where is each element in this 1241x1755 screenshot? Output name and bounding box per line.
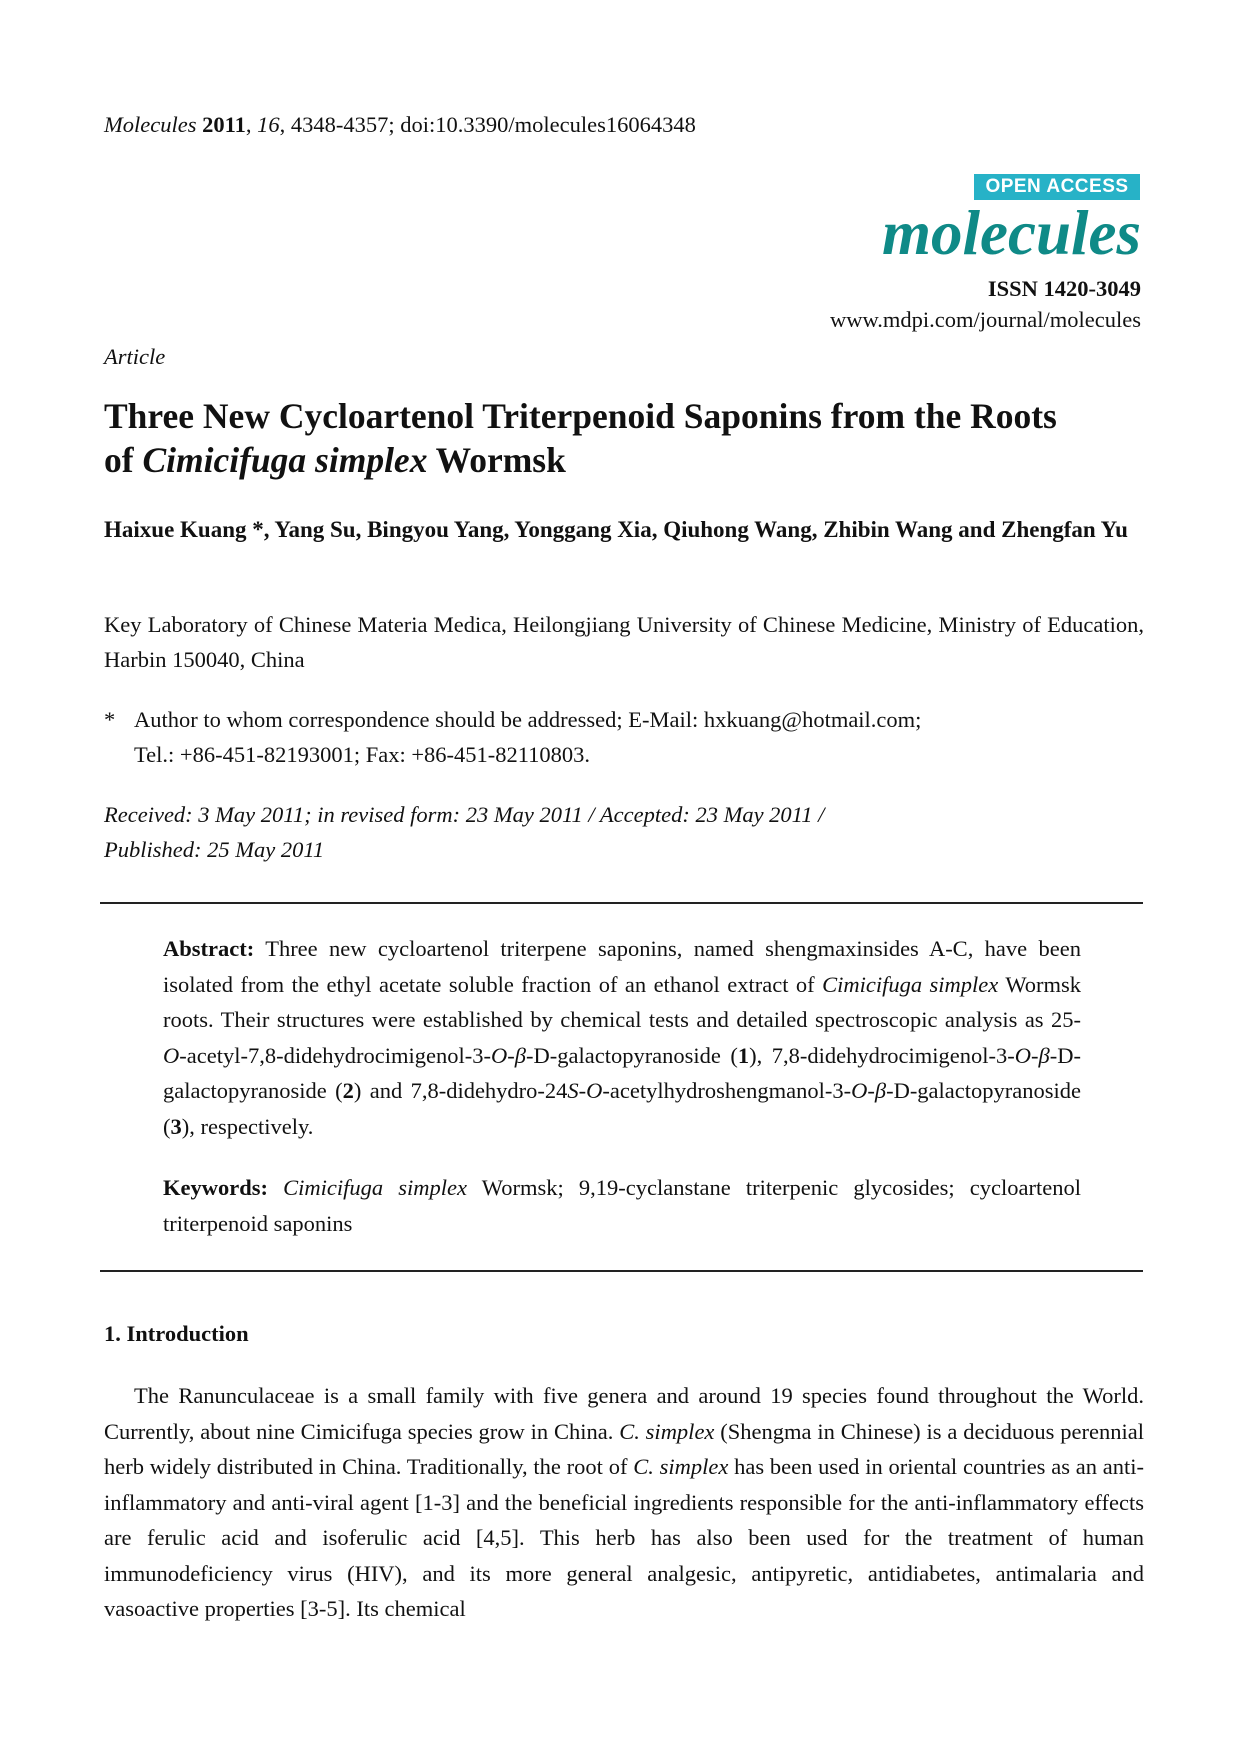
title-of: of <box>104 440 143 480</box>
abstract-text: -galactopyranoside ( <box>549 1042 738 1068</box>
abstract-species: Cimicifuga simplex <box>822 971 999 997</box>
abstract-italic: O <box>491 1042 508 1068</box>
abstract-text: Three new cycloartenol triterpene saponins, named shengmaxinsides A-C, have been isolated from the ethyl acetate soluble fraction of an ethanol extract of <box>163 936 1081 997</box>
abstract-italic: S <box>567 1078 579 1103</box>
open-access-badge: OPEN ACCESS <box>974 174 1140 200</box>
abstract-italic: β <box>1038 1042 1050 1068</box>
compound-number: 1 <box>737 1042 750 1068</box>
abstract-text: - <box>886 1078 894 1103</box>
abstract-italic: O <box>1014 1042 1032 1068</box>
year: 2011 <box>202 112 246 137</box>
correspondence-phone: Tel.: +86-451-82193001; Fax: +86-451-82110803. <box>134 742 591 767</box>
paper-title <box>104 394 1144 482</box>
intro-text: has been used in oriental countries as an anti-inflammatory and anti-viral agent [1-3] and the beneficial ingredients responsible for the anti-inflammatory effects are ferulic acid and isoferulic acid [4,5]. This herb has also been used for the treatment of human immunodeficiency virus (HIV), and its more general analgesic, antipyretic, antidiabetes, antimalaria and vasoactive properties [3-5]. Its chemical <box>104 1454 1144 1621</box>
abstract-text: ), 7,8-didehydrocimigenol-3- <box>749 1042 1015 1068</box>
abstract-text: - <box>1031 1042 1039 1068</box>
abstract-text: -galactopyranoside ( <box>163 1042 1081 1103</box>
abstract-italic: O <box>163 1042 180 1068</box>
abstract-italic: O <box>586 1078 603 1103</box>
abstract-text: - <box>525 1042 534 1068</box>
abstract-italic: β <box>874 1078 887 1103</box>
correspondence <box>134 702 1144 772</box>
abstract-text: -galactopyranoside ( <box>163 1078 1081 1139</box>
compound-number: 2 <box>342 1078 354 1103</box>
author-list: Haixue Kuang *, Yang Su, Bingyou Yang, Yonggang Xia, Qiuhong Wang, Zhibin Wang and Zhengfan Yu <box>104 517 1128 542</box>
keywords-species: Cimicifuga simplex <box>283 1175 468 1200</box>
intro-text: The Ranunculaceae is a small family with five genera and around 19 species found throughout the World. Currently, about nine Cimicifuga species grow in China. <box>104 1383 1144 1444</box>
pages-doi: , 4348-4357; doi:10.3390/molecules16064348 <box>279 112 696 137</box>
intro-species: C. simplex <box>619 1418 715 1444</box>
title-species: Cimicifuga simplex <box>142 440 428 480</box>
compound-number: 3 <box>170 1113 182 1139</box>
affiliation: Key Laboratory of Chinese Materia Medica, Heilongjiang University of Chinese Medicine, Ministry of Education, Harbin 150040, China <box>104 612 1144 672</box>
publication-dates <box>104 797 1144 867</box>
keywords <box>163 1170 1081 1241</box>
abstract-text: ) and 7,8-didehydro-24 <box>353 1078 568 1103</box>
correspondence-marker: * <box>104 707 116 732</box>
abstract-text: -acetyl-7,8-didehydrocimigenol-3- <box>179 1042 492 1068</box>
abstract-text: - <box>1049 1042 1058 1068</box>
intro-species: C. simplex <box>633 1454 729 1479</box>
abstract-smallcaps: D <box>533 1042 550 1068</box>
abstract-smallcaps: D <box>1057 1042 1074 1068</box>
abstract-label: Abstract: <box>163 936 255 961</box>
intro-text: (Shengma in Chinese) is a deciduous perennial herb widely distributed in China. Traditionally, the root of <box>104 1418 1144 1479</box>
divider-top <box>100 902 1143 904</box>
keywords-label: Keywords: <box>163 1175 268 1200</box>
volume: 16 <box>257 112 280 137</box>
abstract-text: - <box>867 1078 875 1103</box>
abstract <box>163 931 1081 1144</box>
abstract-smallcaps: D <box>893 1078 910 1103</box>
abstract-text: - <box>578 1078 587 1103</box>
title-line-1: Three New Cycloartenol Triterpenoid Saponins from the Roots <box>104 396 1057 436</box>
title-suffix: Wormsk <box>427 440 566 480</box>
abstract-text: Wormsk roots. Their structures were established by chemical tests and detailed spectroscopic analysis as 25- <box>163 971 1082 1032</box>
correspondence-email: Author to whom correspondence should be addressed; E-Mail: hxkuang@hotmail.com; <box>134 707 922 732</box>
abstract-text: ), respectively. <box>181 1113 314 1139</box>
abstract-text: -acetylhydroshengmanol-3- <box>602 1078 852 1103</box>
journal-url: www.mdpi.com/journal/molecules <box>830 307 1141 332</box>
section-heading-introduction: 1. Introduction <box>104 1321 249 1346</box>
article-type: Article <box>104 344 166 369</box>
journal-logo: molecules <box>882 198 1141 268</box>
dates-received: Received: 3 May 2011; in revised form: 23 May 2011 / Accepted: 23 May 2011 / <box>104 802 825 827</box>
abstract-text: - <box>507 1042 515 1068</box>
issn: ISSN 1420-3049 <box>987 276 1141 301</box>
divider-bottom <box>100 1270 1143 1272</box>
introduction-paragraph <box>104 1378 1144 1627</box>
dates-published: Published: 25 May 2011 <box>104 837 325 862</box>
citation-line: Molecules 2011, 16, 4348-4357; doi:10.3390/molecules16064348 <box>104 112 696 137</box>
abstract-italic: β <box>514 1042 526 1068</box>
keywords-text: Wormsk; 9,19-cyclanstane triterpenic glycosides; cycloartenol triterpenoid saponins <box>163 1175 1082 1236</box>
abstract-italic: O <box>851 1078 868 1103</box>
journal-name: Molecules <box>104 112 197 137</box>
